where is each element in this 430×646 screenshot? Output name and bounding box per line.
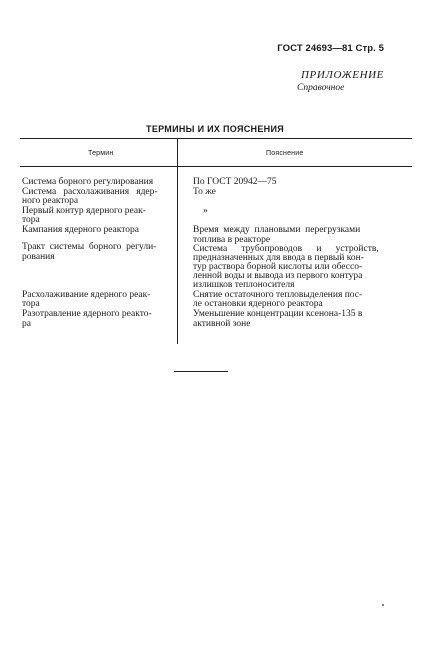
- term-line: рования: [22, 252, 55, 262]
- appendix-subtitle: Справочное: [297, 83, 345, 93]
- table-header-rule: [20, 166, 412, 167]
- term-line: Система расхолаживания ядер-: [22, 187, 158, 197]
- explanation-line: ленной воды и вывода из первого контура: [193, 271, 363, 281]
- explanation-line: излишков теплоносителя: [193, 280, 295, 290]
- column-header-explanation: Пояснение: [266, 150, 304, 157]
- term-line: Расхолаживание ядерного реак-: [22, 290, 151, 300]
- table-title: ТЕРМИНЫ И ИХ ПОЯСНЕНИЯ: [146, 124, 284, 134]
- term-line: тора: [22, 299, 40, 309]
- term-line: ра: [22, 319, 31, 329]
- scan-speck: [382, 604, 384, 606]
- explanation-line: Уменьшение концентрации ксенона-135 в: [193, 309, 363, 319]
- column-divider: [177, 138, 178, 344]
- explanation-line: ле остановки ядерного реактора: [193, 299, 323, 309]
- appendix-title: ПРИЛОЖЕНИЕ: [301, 69, 384, 81]
- explanation-line: топлива в реакторе: [193, 235, 271, 245]
- term-line: Тракт системы борного регули-: [22, 242, 157, 252]
- explanation-line: Снятие остаточного тепловыделения пос-: [193, 290, 363, 300]
- term-line: ного реактора: [22, 196, 79, 206]
- explanation-line: То же: [193, 187, 216, 197]
- column-header-term: Термин: [88, 150, 114, 157]
- explanation-line: Время между плановыми перегрузками: [193, 225, 361, 235]
- term-line: Система борного регулирования: [22, 177, 154, 187]
- page-header: ГОСТ 24693—81 Стр. 5: [277, 43, 384, 54]
- explanation-line: По ГОСТ 20942—75: [193, 177, 277, 187]
- explanation-line: тур раствора борной кислоты или обессо-: [193, 262, 363, 272]
- table-top-rule: [20, 138, 412, 139]
- term-line: Разотравление ядерного реакто-: [22, 309, 152, 319]
- term-line: тора: [22, 215, 40, 225]
- table-end-rule: [174, 371, 228, 372]
- explanation-line: Система трубопроводов и устройств,: [193, 244, 379, 254]
- explanation-line: »: [203, 206, 208, 216]
- explanation-line: предназначенных для ввода в первый кон-: [193, 253, 364, 263]
- term-line: Первый контур ядерного реак-: [22, 206, 146, 216]
- explanation-line: активной зоне: [193, 319, 251, 329]
- term-line: Кампания ядерного реактора: [22, 225, 139, 235]
